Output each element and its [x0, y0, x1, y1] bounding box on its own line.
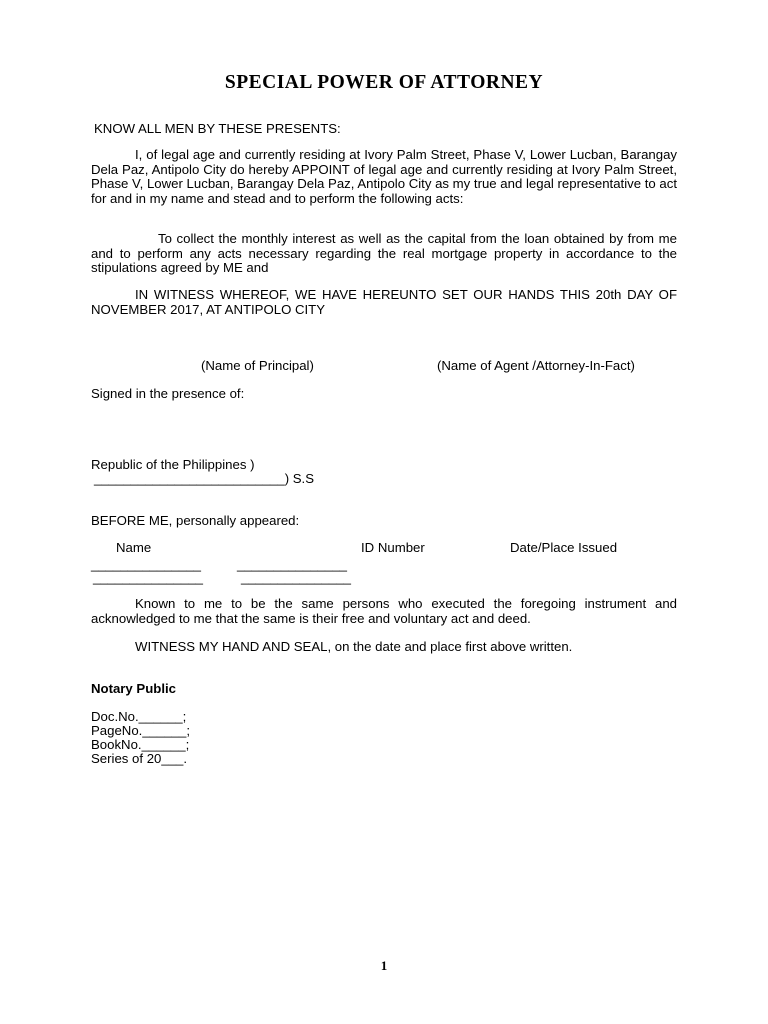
blank-line: _______________ [237, 557, 348, 572]
acts-paragraph: To collect the monthly interest as well as the capital from the loan obtained by from me and to perform any acts necessary regarding the real mortgage property in accordance to the stipulations agreed by ME and [91, 231, 677, 276]
blank-line: _______________ [241, 570, 352, 585]
series-line: Series of 20___. [91, 751, 188, 766]
before-me-line: BEFORE ME, personally appeared: [91, 513, 300, 528]
ss-line: __________________________) S.S [94, 471, 315, 486]
page-number: 1 [380, 958, 388, 973]
column-header-id-number: ID Number [361, 540, 425, 555]
witness-seal-line: WITNESS MY HAND AND SEAL, on the date and place first above written. [135, 639, 573, 654]
column-header-date-place: Date/Place Issued [510, 540, 618, 555]
known-to-me-paragraph: Known to me to be the same persons who executed the foregoing instrument and acknowledged to me that the same is their free and voluntary act and deed. [91, 596, 677, 626]
blank-line: _______________ [93, 570, 204, 585]
intro-line: KNOW ALL MEN BY THESE PRESENTS: [94, 121, 341, 136]
witness-whereof-paragraph: IN WITNESS WHEREOF, WE HAVE HEREUNTO SET OUR HANDS THIS 20th DAY OF NOVEMBER 2017, AT ANTIPOLO CITY [91, 287, 677, 317]
document-title: SPECIAL POWER OF ATTORNEY [224, 72, 544, 93]
book-no-line: BookNo.______; [91, 737, 190, 752]
agent-name-label: (Name of Agent /Attorney-In-Fact) [437, 358, 635, 373]
appointment-paragraph: I, of legal age and currently residing at Ivory Palm Street, Phase V, Lower Lucban, Barangay Dela Paz, Antipolo City do hereby APPOINT of legal age and currently residing at Ivory Palm Street, Phase V, Lower Lucban, Barangay Dela Paz, Antipolo City as my true and legal representative to act for and in my name and stead and to perform the following acts: [91, 147, 677, 206]
column-header-name: Name [116, 540, 152, 555]
doc-no-line: Doc.No.______; [91, 709, 187, 724]
notary-public-label: Notary Public [91, 681, 177, 696]
republic-line: Republic of the Philippines ) [91, 457, 255, 472]
blank-line: _______________ [91, 557, 202, 572]
principal-name-label: (Name of Principal) [201, 358, 314, 373]
page-no-line: PageNo.______; [91, 723, 190, 738]
signed-presence-line: Signed in the presence of: [91, 386, 245, 401]
